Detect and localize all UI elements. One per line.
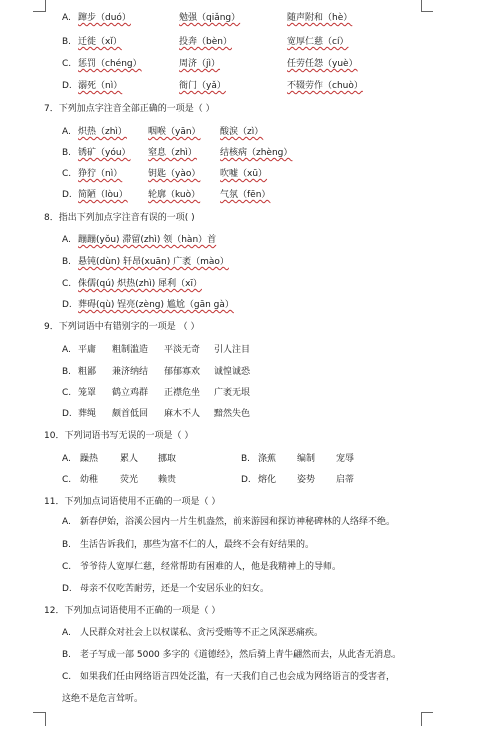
q12-option-letter: B. bbox=[62, 650, 72, 660]
q8-option-text: 侏儒(qú) 炽热(zhì) 犀利（xī） bbox=[78, 279, 202, 289]
q9-option-letter: A. bbox=[62, 345, 71, 355]
q6-option-letter: B. bbox=[62, 37, 72, 47]
q12-option-text: 人民群众对社会上以权谋私、贪污受贿等不正之风深恶痛疾。 bbox=[80, 628, 324, 638]
q8-option-text: 葬碍(qù) 锃亮(zèng) 尴尬（gān gà） bbox=[78, 300, 234, 310]
q9-term: 颇首低回 bbox=[112, 409, 149, 419]
q7-option-letter: D. bbox=[62, 190, 72, 200]
q11-option-text: 生活告诉我们，那些为富不仁的人，最终不会有好结果的。 bbox=[80, 540, 315, 550]
q11-option-letter: B. bbox=[62, 540, 72, 550]
q6-option-letter: A. bbox=[62, 13, 71, 23]
crop-mark-bottom-left-h bbox=[33, 712, 45, 713]
crop-mark-bottom-right bbox=[421, 712, 422, 726]
q12-option-c-continuation: 这绝不是危言耸听。 bbox=[62, 694, 144, 704]
q10-term: 熔化 bbox=[258, 475, 277, 485]
q9-term: 广袤无垠 bbox=[214, 388, 251, 398]
q11-option-text: 母亲不仅吃苦耐劳，还是一个安居乐业的妇女。 bbox=[80, 584, 270, 594]
q6-option-letter: D. bbox=[62, 81, 72, 91]
q7-term: 窒息（zhì） bbox=[148, 148, 197, 158]
q7-term: 轮廓（kuò） bbox=[148, 190, 201, 200]
q6-term: 迁徙（xǐ） bbox=[78, 37, 122, 47]
q10-term: 幼稚 bbox=[80, 475, 99, 485]
crop-mark-top-left bbox=[45, 0, 46, 12]
q12-option-text: 如果我们任由网络语言四处泛滥，有一天我们自己也会成为网络语言的受害者， bbox=[80, 672, 396, 682]
q10-option-letter: A. bbox=[62, 454, 71, 464]
q7-option-letter: A. bbox=[62, 127, 71, 137]
q7-term: 锈矿（yóu） bbox=[78, 148, 131, 158]
crop-mark-bottom-right-h bbox=[421, 712, 433, 713]
q8-option-text: 悬钝(dùn) 轩昂(xuān) 广袤（mào） bbox=[78, 257, 229, 267]
q10-option-letter: C. bbox=[62, 475, 72, 485]
q8-option-letter: A. bbox=[62, 235, 71, 245]
q11-option-text: 爷爷待人宽厚仁慈，经常帮助有困难的人，他是我精神上的导师。 bbox=[80, 562, 342, 572]
question-8-stem: 8．指出下列加点字注音有误的一项( ) bbox=[44, 213, 195, 223]
q7-option-letter: B. bbox=[62, 148, 72, 158]
q8-option-letter: B. bbox=[62, 257, 72, 267]
q10-term: 挪取 bbox=[158, 454, 177, 464]
q9-term: 粗制滥造 bbox=[112, 345, 149, 355]
q12-option-text: 老子写成一部 5000 多字的《道德经》，然后骑上青牛翩然而去，从此杳无消息。 bbox=[80, 650, 402, 660]
q6-option-letter: C. bbox=[62, 59, 72, 69]
q10-option-letter: B. bbox=[241, 454, 251, 464]
q9-term: 诚惶诚恐 bbox=[214, 367, 251, 377]
q6-term: 蹿步（duó） bbox=[78, 13, 131, 23]
q6-term: 任劳任怨（yuè） bbox=[287, 59, 358, 69]
question-9-stem: 9．下列词语中有错别字的一项是 （ ） bbox=[44, 322, 200, 332]
q9-option-letter: C. bbox=[62, 388, 72, 398]
q6-term: 随声附和（hè） bbox=[287, 13, 353, 23]
q7-term: 狰狞（nì） bbox=[78, 169, 123, 179]
q10-term: 姿势 bbox=[297, 475, 316, 485]
q6-term: 惩罚（chéng） bbox=[78, 59, 142, 69]
q12-option-letter: C. bbox=[62, 672, 72, 682]
q6-term: 周济（jì） bbox=[179, 59, 221, 69]
q7-term: 结核病（zhèng） bbox=[220, 148, 293, 158]
q9-term: 郁郁寡欢 bbox=[164, 367, 201, 377]
q7-option-letter: C. bbox=[62, 169, 72, 179]
q10-term: 宠辱 bbox=[336, 454, 355, 464]
q7-term: 炽热（zhì） bbox=[78, 127, 127, 137]
q9-term: 黯然失色 bbox=[214, 409, 251, 419]
q6-term: 宽厚仁慈（cí） bbox=[287, 37, 349, 47]
q10-term: 涤蕉 bbox=[258, 454, 277, 464]
q10-term: 启蒂 bbox=[336, 475, 355, 485]
q9-option-letter: B. bbox=[62, 367, 72, 377]
crop-mark-top-left-h bbox=[33, 11, 45, 12]
q9-term: 粗鄙 bbox=[78, 367, 97, 377]
q6-term: 勉强（qiǎng） bbox=[179, 13, 241, 23]
q6-term: 不辍劳作（chuò） bbox=[287, 81, 363, 91]
q11-option-letter: A. bbox=[62, 517, 71, 527]
question-10-stem: 10．下列词语书写无误的一项是（ ） bbox=[44, 431, 194, 441]
q10-term: 躁热 bbox=[80, 454, 99, 464]
q8-option-letter: D. bbox=[62, 300, 72, 310]
q8-option-letter: C. bbox=[62, 279, 72, 289]
q8-option-text: 蹦蹦(yǒu) 滞留(zhì) 领（hàn）首 bbox=[78, 235, 217, 245]
crop-mark-top-right-h bbox=[421, 11, 433, 12]
q7-term: 酸涙（zì） bbox=[220, 127, 264, 137]
q7-term: 简陋（lòu） bbox=[78, 190, 128, 200]
question-7-stem: 7．下列加点字注音全部正确的一项是（ ） bbox=[44, 104, 215, 114]
q6-term: 衙门（yǎ） bbox=[179, 81, 226, 91]
q10-term: 赖贵 bbox=[158, 475, 177, 485]
q9-term: 鹤立鸡群 bbox=[112, 388, 149, 398]
q10-term: 荧光 bbox=[120, 475, 139, 485]
crop-mark-bottom-left bbox=[45, 712, 46, 726]
q9-term: 笼罩 bbox=[78, 388, 97, 398]
q6-term: 投奔（bèn） bbox=[179, 37, 232, 47]
q7-term: 吹嘘（xū） bbox=[220, 169, 268, 179]
q9-term: 麻木不人 bbox=[164, 409, 201, 419]
q10-option-letter: D. bbox=[241, 475, 251, 485]
q10-term: 编制 bbox=[297, 454, 316, 464]
question-12-stem: 12．下列加点词语使用不正确的一项是（ ） bbox=[44, 606, 221, 616]
q9-term: 葬绳 bbox=[78, 409, 97, 419]
q11-option-letter: D. bbox=[62, 584, 72, 594]
q9-term: 兼济纳结 bbox=[112, 367, 149, 377]
q9-term: 平淡无奇 bbox=[164, 345, 201, 355]
q9-term: 引人注目 bbox=[214, 345, 251, 355]
q10-term: 累人 bbox=[120, 454, 139, 464]
question-11-stem: 11．下列加点词语使用不正确的一项是（ ） bbox=[44, 497, 221, 507]
q7-term: 钥匙（yào） bbox=[148, 169, 201, 179]
q9-term: 平庸 bbox=[78, 345, 97, 355]
q11-option-text: 新春伊始，浴溪公园内一片生机盎然，前来游园和探访神秘碑林的人络绎不绝。 bbox=[80, 517, 396, 527]
q12-option-letter: A. bbox=[62, 628, 71, 638]
q7-term: 气氛（fēn） bbox=[220, 190, 271, 200]
q9-term: 正襟危坐 bbox=[164, 388, 201, 398]
q11-option-letter: C. bbox=[62, 562, 72, 572]
q6-term: 溺死（nì） bbox=[78, 81, 123, 91]
q9-option-letter: D. bbox=[62, 409, 72, 419]
q7-term: 咽喉（yān） bbox=[148, 127, 201, 137]
